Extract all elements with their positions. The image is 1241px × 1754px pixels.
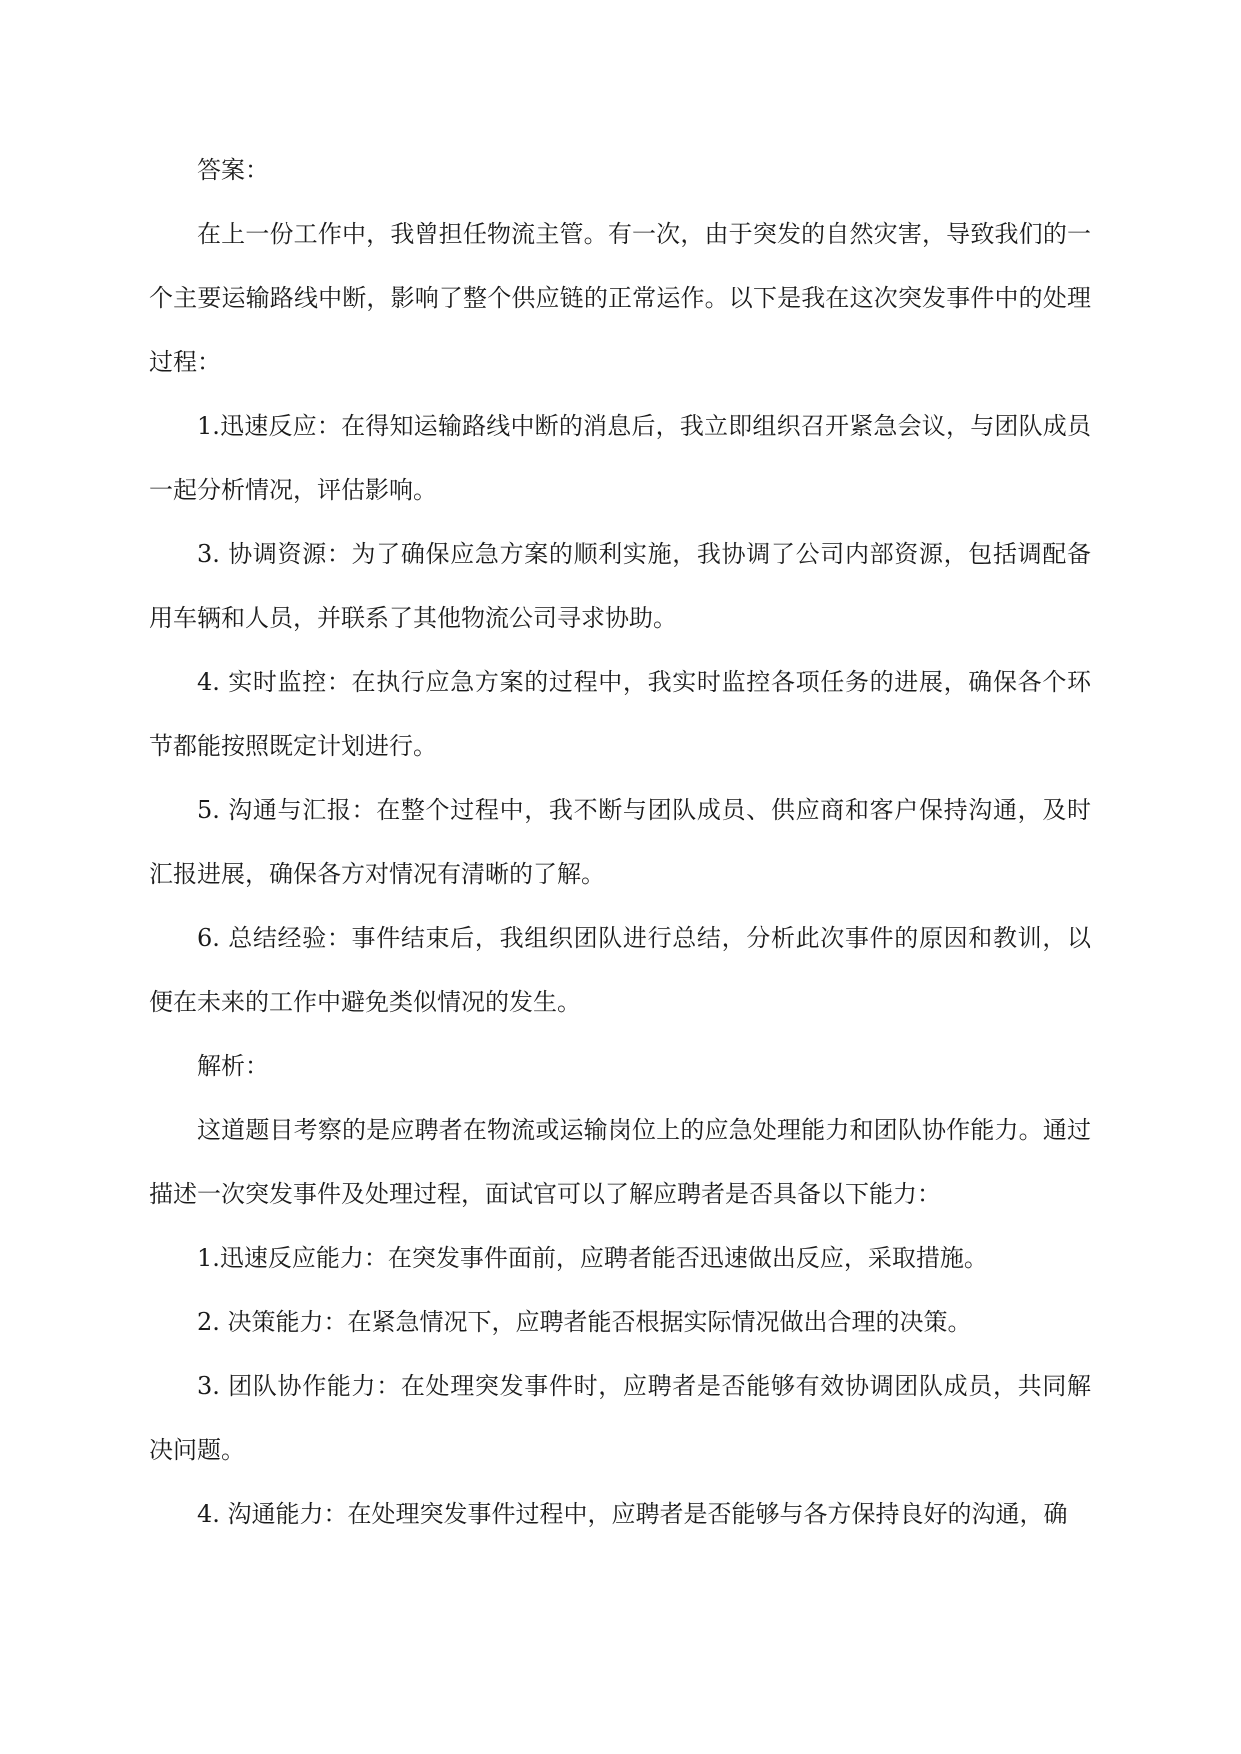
answer-intro-paragraph: 在上一份工作中，我曾担任物流主管。有一次，由于突发的自然灾害，导致我们的一个主要运输路线中断，影响了整个供应链的正常运作。以下是我在这次突发事件中的处理过程： <box>149 220 1091 376</box>
analysis-heading: 解析： <box>197 1052 269 1080</box>
document-body <box>149 138 1091 1546</box>
answer-step-1: 1.迅速反应：在得知运输路线中断的消息后，我立即组织召开紧急会议，与团队成员一起分析情况，评估影响。 <box>149 412 1091 504</box>
analysis-item-3: 3. 团队协作能力：在处理突发事件时，应聘者是否能够有效协调团队成员，共同解决问题。 <box>149 1372 1091 1464</box>
analysis-item-4: 4. 沟通能力：在处理突发事件过程中，应聘者是否能够与各方保持良好的沟通，确 <box>197 1500 1068 1528</box>
analysis-intro-paragraph: 这道题目考察的是应聘者在物流或运输岗位上的应急处理能力和团队协作能力。通过描述一次突发事件及处理过程，面试官可以了解应聘者是否具备以下能力： <box>149 1116 1091 1208</box>
answer-heading: 答案： <box>197 156 269 184</box>
answer-step-6: 6. 总结经验：事件结束后，我组织团队进行总结，分析此次事件的原因和教训，以便在未来的工作中避免类似情况的发生。 <box>149 924 1091 1016</box>
analysis-item-1: 1.迅速反应能力：在突发事件面前，应聘者能否迅速做出反应，采取措施。 <box>197 1244 988 1272</box>
analysis-item-2: 2. 决策能力：在紧急情况下，应聘者能否根据实际情况做出合理的决策。 <box>197 1308 972 1336</box>
answer-step-5: 5. 沟通与汇报：在整个过程中，我不断与团队成员、供应商和客户保持沟通，及时汇报进展，确保各方对情况有清晰的了解。 <box>149 796 1091 888</box>
answer-step-3: 3. 协调资源：为了确保应急方案的顺利实施，我协调了公司内部资源，包括调配备用车辆和人员，并联系了其他物流公司寻求协助。 <box>149 540 1091 632</box>
answer-step-4: 4. 实时监控：在执行应急方案的过程中，我实时监控各项任务的进展，确保各个环节都能按照既定计划进行。 <box>149 668 1091 760</box>
